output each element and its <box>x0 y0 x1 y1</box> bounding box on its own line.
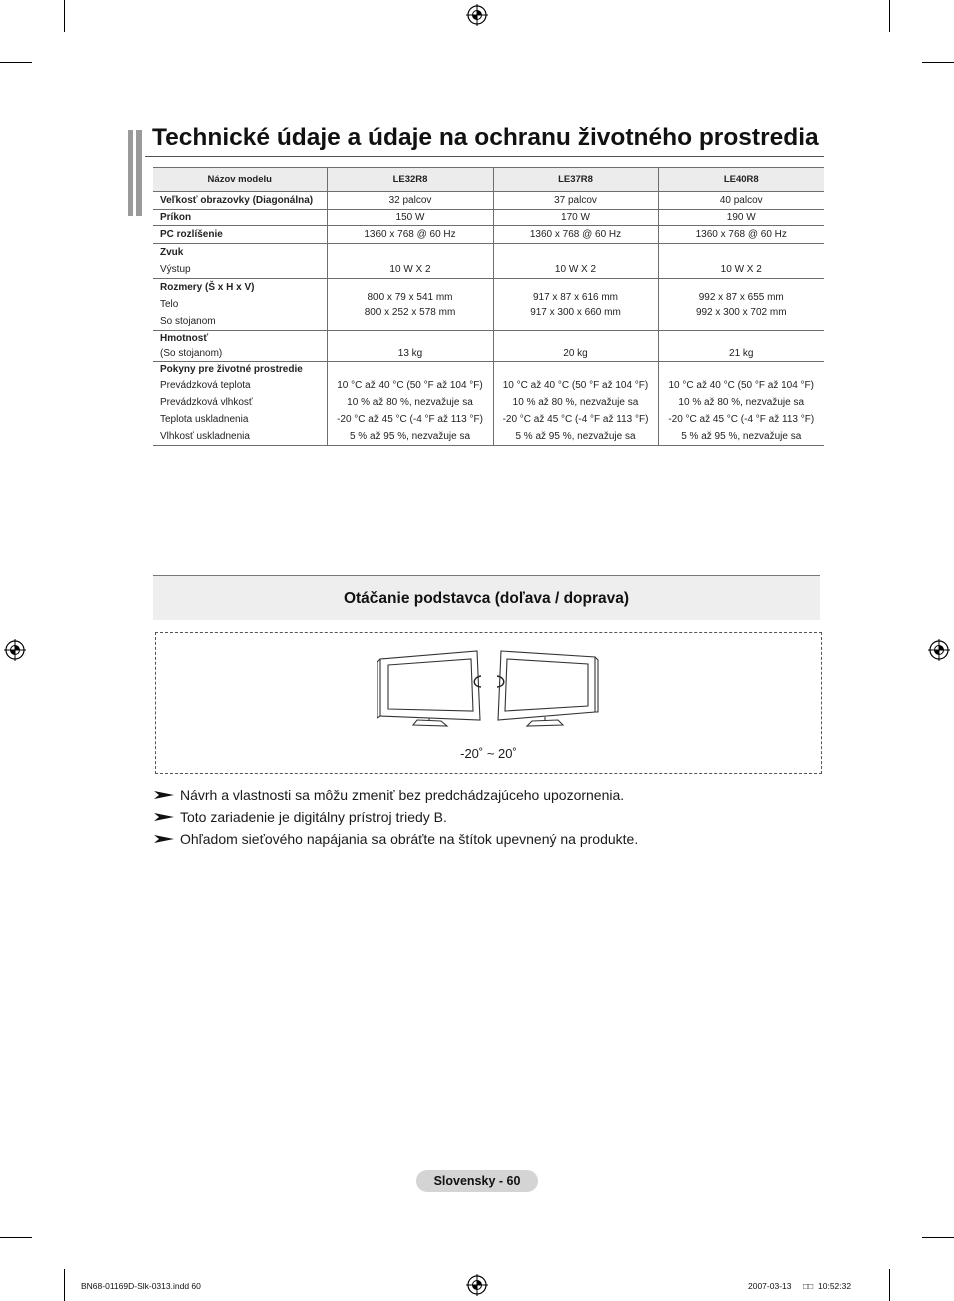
rotation-angle-label: -20˚ ~ 20˚ <box>460 746 517 761</box>
row-label: Hmotnosť <box>160 333 209 344</box>
cell-value: 10 % až 80 %, nezvažuje sa <box>512 397 639 408</box>
footer-time: 10:52:32 <box>818 1281 852 1291</box>
cell-value: 10 % až 80 %, nezvažuje sa <box>678 397 805 408</box>
note-arrow-icon <box>153 832 175 846</box>
tv-rotation-illustration <box>377 650 601 730</box>
cell-value: 5 % až 95 %, nezvažuje sa <box>349 431 471 442</box>
note-text: Ohľadom sieťového napájania sa obráťte na štítok upevnený na produkte. <box>180 831 639 847</box>
table-row <box>153 362 824 446</box>
crop-mark <box>889 1269 890 1301</box>
crop-mark <box>0 62 32 63</box>
cell-value: 20 kg <box>563 348 588 359</box>
row-sublabel: Teplota uskladnenia <box>160 414 249 425</box>
model-name-header: Názov modelu <box>153 168 327 192</box>
row-sublabel: Telo <box>160 299 179 310</box>
table-row <box>153 279 824 331</box>
row-sublabel: Prevádzková teplota <box>160 380 251 391</box>
row-sublabel: (So stojanom) <box>160 348 223 359</box>
cell-value: 917 x 87 x 616 mm <box>532 291 619 303</box>
model-header: LE40R8 <box>658 168 824 192</box>
cell-value: 10 °C až 40 °C (50 °F až 104 °F) <box>337 380 483 391</box>
cell-value: 32 palcov <box>388 195 432 206</box>
row-label: Veľkosť obrazovky (Diagonálna) <box>160 195 314 206</box>
cell-value: 992 x 300 x 702 mm <box>695 306 787 318</box>
footer-file-name: BN68-01169D-Slk-0313.indd 60 <box>81 1281 201 1291</box>
cell-value: 10 °C až 40 °C (50 °F až 104 °F) <box>668 380 814 391</box>
cell-value: 1360 x 768 @ 60 Hz <box>695 229 787 240</box>
cell-value: 150 W <box>395 212 425 223</box>
crop-mark <box>922 1237 954 1238</box>
rotation-illustration-box <box>155 632 822 774</box>
page-number-badge: Slovensky - 60 <box>416 1170 538 1192</box>
cell-value: 21 kg <box>729 348 754 359</box>
row-label: Pokyny pre životné prostredie <box>160 364 303 375</box>
footer-date: 2007-03-13 <box>748 1281 792 1291</box>
model-header: LE32R8 <box>327 168 493 192</box>
table-row <box>153 210 824 226</box>
table-row <box>153 244 824 279</box>
row-sublabel: So stojanom <box>160 316 216 327</box>
model-header: LE37R8 <box>493 168 658 192</box>
crop-mark <box>889 0 890 32</box>
section-title: Otáčanie podstavca (doľava / doprava) <box>343 590 630 607</box>
cell-value: 13 kg <box>397 348 423 359</box>
spec-table <box>153 167 824 446</box>
registration-mark-icon <box>466 1274 488 1296</box>
crop-mark <box>0 1237 32 1238</box>
row-sublabel: Výstup <box>160 264 191 275</box>
note-text: Toto zariadenie je digitálny prístroj triedy B. <box>180 809 447 825</box>
cell-value: 5 % až 95 %, nezvažuje sa <box>681 431 802 442</box>
registration-mark-icon <box>466 4 488 26</box>
registration-mark-icon <box>4 639 26 661</box>
section-header <box>153 575 820 620</box>
title-side-bar-stripe <box>133 130 136 216</box>
row-label: Príkon <box>160 212 192 223</box>
right-tv-icon <box>498 651 598 726</box>
cell-value: 800 x 79 x 541 mm <box>367 291 453 303</box>
title-rule <box>145 156 824 157</box>
cell-value: 37 palcov <box>554 195 597 206</box>
registration-mark-icon <box>928 639 950 661</box>
cell-value: 40 palcov <box>719 195 763 206</box>
cell-value: 10 % až 80 %, nezvažuje sa <box>347 397 473 408</box>
cell-value: 10 °C až 40 °C (50 °F až 104 °F) <box>502 380 649 391</box>
cell-value: 10 W X 2 <box>389 264 431 275</box>
cell-value: -20 °C až 45 °C (-4 °F až 113 °F) <box>502 414 649 425</box>
cell-value: 800 x 252 x 578 mm <box>364 306 456 318</box>
row-label: Zvuk <box>160 247 184 258</box>
cell-value: -20 °C až 45 °C (-4 °F až 113 °F) <box>337 414 483 425</box>
crop-mark <box>64 1269 65 1301</box>
cell-value: 190 W <box>726 212 756 223</box>
cell-value: 917 x 300 x 660 mm <box>530 306 621 318</box>
cell-value: 1360 x 768 @ 60 Hz <box>364 229 456 240</box>
table-row <box>153 192 824 210</box>
cell-value: 992 x 87 x 655 mm <box>698 291 784 303</box>
table-row <box>153 226 824 244</box>
left-tv-icon <box>377 651 480 726</box>
row-label: PC rozlíšenie <box>160 229 223 240</box>
row-sublabel: Prevádzková vlhkosť <box>160 397 253 408</box>
cell-value: 5 % až 95 %, nezvažuje sa <box>515 431 636 442</box>
rotate-left-arrow-icon <box>474 676 481 687</box>
note-text: Návrh a vlastnosti sa môžu zmeniť bez predchádzajúceho upozornenia. <box>180 787 625 803</box>
page-title: Technické údaje a údaje na ochranu životného prostredia <box>152 124 819 151</box>
note-arrow-icon <box>153 788 175 802</box>
note-arrow-icon <box>153 810 175 824</box>
cell-value: 10 W X 2 <box>720 264 762 275</box>
cell-value: 10 W X 2 <box>554 264 597 275</box>
table-row <box>153 331 824 362</box>
row-sublabel: Vlhkosť uskladnenia <box>160 431 250 442</box>
table-header-row <box>153 168 824 192</box>
footer-glyphs: □□ <box>803 1281 814 1291</box>
cell-value: 1360 x 768 @ 60 Hz <box>529 229 622 240</box>
crop-mark <box>64 0 65 32</box>
cell-value: -20 °C až 45 °C (-4 °F až 113 °F) <box>668 414 815 425</box>
cell-value: 170 W <box>561 212 590 223</box>
row-label: Rozmery (Š x H x V) <box>160 282 255 293</box>
crop-mark <box>922 62 954 63</box>
